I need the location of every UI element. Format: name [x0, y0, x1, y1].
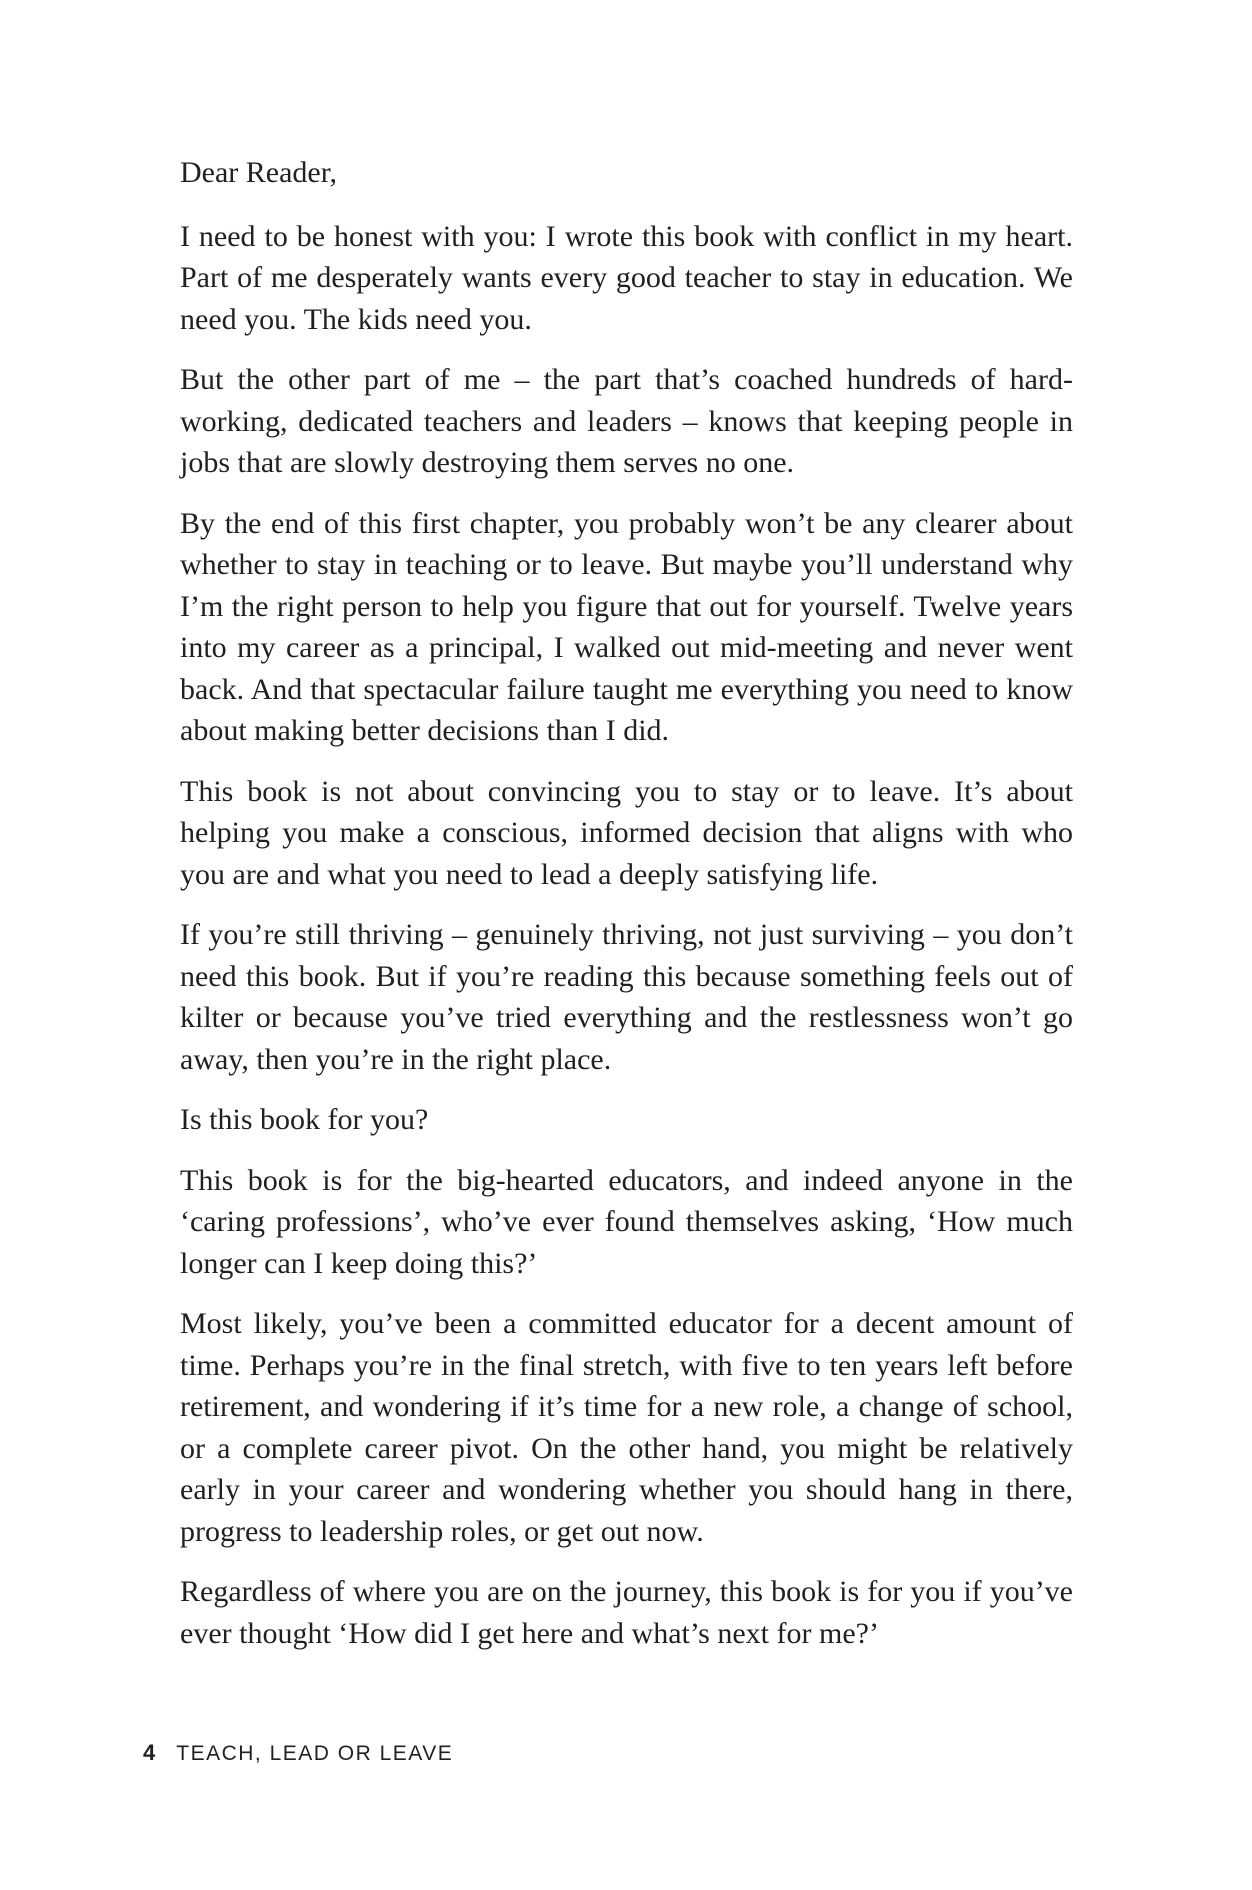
salutation: Dear Reader,	[180, 156, 338, 189]
subheading-question: Is this book for you?	[180, 1103, 429, 1136]
page-number: 4	[143, 1740, 157, 1765]
paragraph-2: But the other part of me – the part that’s coached hundreds of hardworking, dedicated teachers and leaders – knows that keeping people in jobs that are slowly destroying them serves no one.	[180, 363, 1073, 479]
paragraph-4: This book is not about convincing you to stay or to leave. It’s about helping you make a conscious, informed decision that aligns with who you are and what you need to lead a deeply satisfying life.	[180, 774, 1073, 891]
paragraph-5: If you’re still thriving – genuinely thriving, not just surviving – you don’t need this book. But if you’re reading this because something feels out of kilter or because you’ve tried everything and the restlessness won’t go away, then you’re in the right place.	[180, 918, 1073, 1076]
paragraph-3: By the end of this first chapter, you probably won’t be any clearer about whether to stay in teaching or to leave. But maybe you’ll understand why I’m the right person to help you figure that out for yourself. Twelve years into my career as a principal, I walked out mid-meeting and never went back. And that spectacular failure taught me everything you need to know about making better decisions than I did.	[180, 506, 1073, 747]
running-title: TEACH, LEAD OR LEAVE	[176, 1742, 454, 1765]
paragraph-7: Most likely, you’ve been a committed educator for a decent amount of time. Perhaps you’re in the final stretch, with five to ten years left before retirement, and wondering if it’s time for a new role, a change of school, or a complete career pivot. On the other hand, you might be relatively early in your career and wondering whether you should hang in there, progress to leadership roles, or get out now.	[180, 1307, 1073, 1548]
paragraph-1: I need to be honest with you: I wrote this book with conflict in my heart. Part of me desperately wants every good teacher to stay in education. We need you. The kids need you.	[180, 219, 1073, 336]
letter-body	[180, 152, 1073, 1673]
page-footer	[143, 1740, 453, 1766]
paragraph-8: Regardless of where you are on the journey, this book is for you if you’ve ever thought ‘How did I get here and what’s next for me?’	[180, 1575, 1073, 1650]
paragraph-6: This book is for the big-hearted educators, and indeed anyone in the ‘caring professions’, who’ve ever found themselves asking, ‘How much longer can I keep doing this?’	[180, 1163, 1073, 1280]
